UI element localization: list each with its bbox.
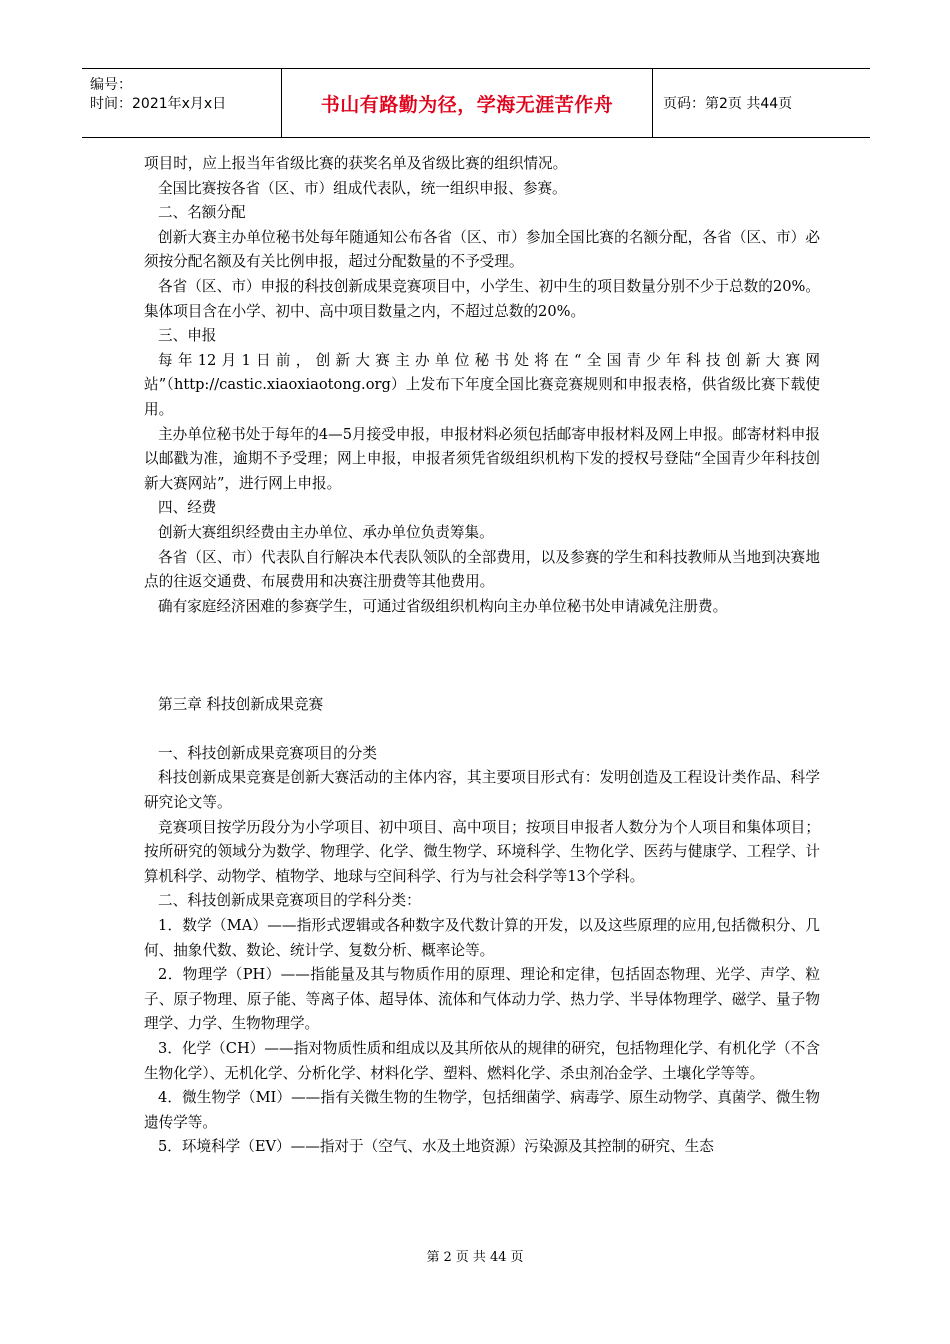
body-paragraph: 5．环境科学（EV）——指对于（空气、水及土地资源）污染源及其控制的研究、生态 bbox=[158, 1138, 714, 1156]
section-spacer bbox=[144, 718, 820, 742]
page-header bbox=[82, 68, 870, 138]
body-paragraph: 创新大赛主办单位秘书处每年随通知公布各省（区、市）参加全国比赛的名额分配，各省（区、市）必须按分配名额及有关比例申报，超过分配数量的不予受理。 bbox=[144, 228, 820, 271]
body-paragraph: 一、科技创新成果竞赛项目的分类 bbox=[158, 744, 377, 762]
body-paragraph: 四、经费 bbox=[158, 499, 217, 517]
body-section-1 bbox=[144, 152, 820, 619]
body-paragraph: 3．化学（CH）——指对物质性质和组成以及其所依从的规律的研究，包括物理化学、有机化学（不含生物化学）、无机化学、分析化学、材料化学、塑料、燃料化学、杀虫剂冶金学、土壤化学等等。 bbox=[144, 1040, 820, 1082]
header-page-info-cell bbox=[663, 69, 792, 137]
body-paragraph: 4．微生物学（MI）——指有关微生物的生物学，包括细菌学、病毒学、原生动物学、真菌学、微生物遗传学等。 bbox=[144, 1089, 820, 1131]
header-motto: 书山有路勤为径，学海无涯苦作舟 bbox=[320, 93, 614, 116]
page-footer bbox=[0, 1246, 950, 1265]
chapter-title: 第三章 科技创新成果竞赛 bbox=[158, 696, 324, 714]
body-paragraph: 全国比赛按各省（区、市）组成代表队，统一组织申报、参赛。 bbox=[158, 179, 567, 197]
footer-prefix: 第 bbox=[426, 1250, 440, 1265]
section-spacer bbox=[144, 619, 820, 656]
body-paragraph: 确有家庭经济困难的参赛学生，可通过省级组织机构向主办单位秘书处申请减免注册费。 bbox=[158, 597, 728, 615]
body-paragraph: 2．物理学（PH）——指能量及其与物质作用的原理、理论和定律，包括固态物理、光学、声学、粒子、原子物理、原子能、等离子体、超导体、流体和气体动力学、热力学、半导体物理学、磁学、量子物理学、力学、生物物理学。 bbox=[144, 966, 820, 1033]
body-section-2 bbox=[144, 742, 820, 1160]
body-paragraph: 二、科技创新成果竞赛项目的学科分类： bbox=[158, 892, 421, 910]
body-paragraph: 创新大赛组织经费由主办单位、承办单位负责筹集。 bbox=[158, 523, 494, 541]
document-date-label: 时间：2021年x月x日 bbox=[90, 96, 227, 112]
body-paragraph: 项目时，应上报当年省级比赛的获奖名单及省级比赛的组织情况。 bbox=[144, 155, 568, 172]
header-meta-cell bbox=[82, 69, 282, 137]
header-page-info: 页码：第2页 共44页 bbox=[663, 96, 793, 112]
document-body bbox=[144, 152, 820, 1160]
footer-middle: 页 共 bbox=[455, 1250, 486, 1265]
body-paragraph: 各省（区、市）申报的科技创新成果竞赛项目中，小学生、初中生的项目数量分别不少于总数的20%。集体项目含在小学、初中、高中项目数量之内，不超过总数的20%。 bbox=[144, 277, 820, 320]
footer-total-pages: 44 bbox=[489, 1250, 507, 1265]
body-paragraph: 科技创新成果竞赛是创新大赛活动的主体内容，其主要项目形式有：发明创造及工程设计类作品、科学研究论文等。 bbox=[144, 769, 820, 812]
header-motto-cell bbox=[282, 69, 653, 137]
body-paragraph: 每年12月1日前，创新大赛主办单位秘书处将在“全国青少年科技创新大赛网站”（http://castic.xiaoxiaotong.org）上发布下年度全国比赛竞赛规则和申报表格，供省级比赛下载使用。 bbox=[144, 351, 820, 418]
body-paragraph: 1．数学（MA）——指形式逻辑或各种数字及代数计算的开发，以及这些原理的应用,包括微积分、几何、抽象代数、数论、统计学、复数分析、概率论等。 bbox=[144, 917, 820, 959]
document-number-label: 编号： bbox=[90, 77, 132, 93]
body-paragraph: 主办单位秘书处于每年的4—5月接受申报，申报材料必须包括邮寄申报材料及网上申报。邮寄材料申报以邮戳为准，逾期不予受理；网上申报，申报者须凭省级组织机构下发的授权号登陆“全国青少年科技创新大赛网站”，进行网上申报。 bbox=[144, 425, 820, 492]
body-paragraph: 各省（区、市）代表队自行解决本代表队领队的全部费用，以及参赛的学生和科技教师从当地到决赛地点的往返交通费、布展费用和决赛注册费等其他费用。 bbox=[144, 548, 820, 591]
body-paragraph: 竞赛项目按学历段分为小学项目、初中项目、高中项目；按项目申报者人数分为个人项目和集体项目；按所研究的领域分为数学、物理学、化学、微生物学、环境科学、生物化学、医药与健康学、工程学、计算机科学、动物学、植物学、地球与空间科学、行为与社会科学等13个学科。 bbox=[144, 818, 820, 885]
body-paragraph: 三、申报 bbox=[158, 327, 217, 345]
body-paragraph: 二、名额分配 bbox=[158, 204, 246, 222]
section-spacer bbox=[144, 656, 820, 693]
footer-suffix: 页 bbox=[510, 1250, 524, 1265]
footer-page-number: 2 bbox=[443, 1250, 452, 1265]
